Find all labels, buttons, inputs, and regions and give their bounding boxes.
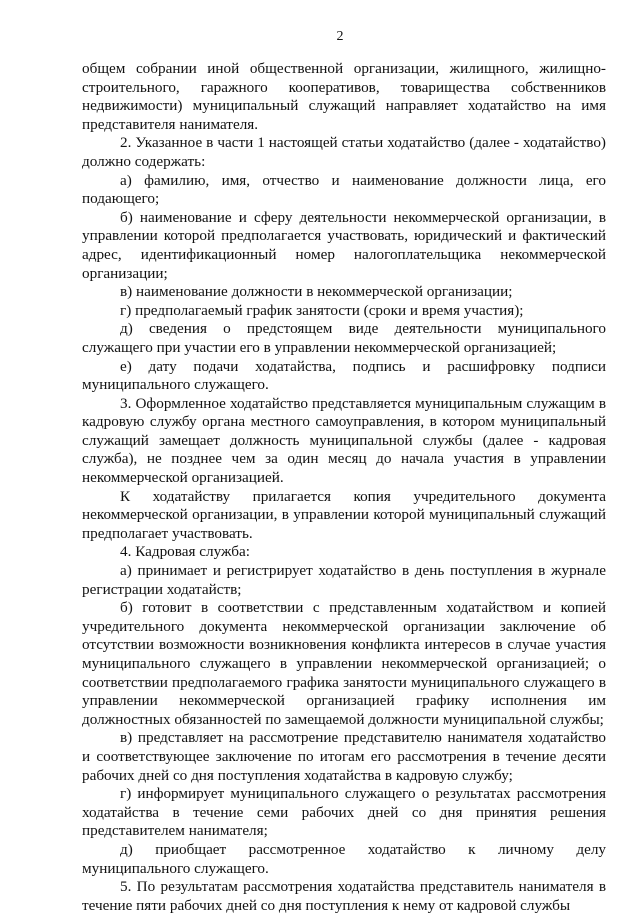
paragraph-item-4-d: д) приобщает рассмотренное ходатайство к личному делу муниципального служащего. [82, 840, 606, 877]
paragraph-item-4-v: в) представляет на рассмотрение представителю нанимателя ходатайство и соответствующее заключение по итогам его рассмотрения в течение десяти рабочих дней со дня поступления ходатайства в кадровую службу; [82, 729, 606, 784]
paragraph-item-5: 5. По результатам рассмотрения ходатайства представитель нанимателя в течение пяти рабочих дней со дня поступления к нему от кадровой службы [82, 878, 606, 914]
paragraph-subitem-b: б) наименование и сферу деятельности некоммерческой организации, в управлении которой предполагается участвовать, юридический и фактический адрес, идентификационный номер налогоплательщика некоммерческой организации; [82, 208, 606, 282]
paragraph-subitem-a: а) фамилию, имя, отчество и наименование должности лица, его подающего; [82, 171, 606, 208]
paragraph-subitem-v: в) наименование должности в некоммерческой организации; [120, 283, 513, 301]
paragraph-item-4: 4. Кадровая служба: [120, 543, 250, 561]
page-number: 2 [336, 29, 344, 44]
paragraph-continuation: общем собрании иной общественной организации, жилищного, жилищно-строительного, гаражного кооперативов, товарищества собственников недвижимости) муниципальный служащий направляет ходатайство на имя представителя нанимателя. [82, 60, 606, 133]
paragraph-subitem-d: д) сведения о предстоящем виде деятельности муниципального служащего при участии его в управлении некоммерческой организацией; [82, 320, 606, 356]
paragraph-item-4-g: г) информирует муниципального служащего о результатах рассмотрения ходатайства в течение семи рабочих дней со дня принятия решения представителем нанимателя; [82, 785, 606, 840]
paragraph-item-3: 3. Оформленное ходатайство представляется муниципальным служащим в кадровую службу органа местного самоуправления, в котором муниципальный служащий замещает должность муниципальной службы (далее - кадровая служба), не позднее чем за один месяц до начала участия в управлении некоммерческой организацией. [82, 394, 606, 487]
paragraph-attachment: К ходатайству прилагается копия учредительного документа некоммерческой организации, в управлении которой муниципальный служащий предполагает участвовать. [82, 487, 606, 542]
paragraph-subitem-e: е) дату подачи ходатайства, подпись и расшифровку подписи муниципального служащего. [82, 357, 606, 394]
paragraph-item-2: 2. Указанное в части 1 настоящей статьи ходатайство (далее - ходатайство) должно содержать: [82, 134, 606, 170]
paragraph-item-4-b: б) готовит в соответствии с представленным ходатайством и копией учредительного документа некоммерческой организации заключение об отсутствии возможности возникновения конфликта интересов в случае участия муниципального служащего в управлении некоммерческой организацией; о соответствии предполагаемого графика занятости муниципального служащего в управлении некоммерческой организацией графику исполнения им должностных обязанностей по замещаемой должности муниципальной службы; [82, 599, 606, 728]
paragraph-subitem-g: г) предполагаемый график занятости (сроки и время участия); [120, 301, 524, 319]
paragraph-item-4-a: а) принимает и регистрирует ходатайство в день поступления в журнале регистрации ходатайств; [82, 562, 606, 598]
document-body [82, 60, 606, 915]
